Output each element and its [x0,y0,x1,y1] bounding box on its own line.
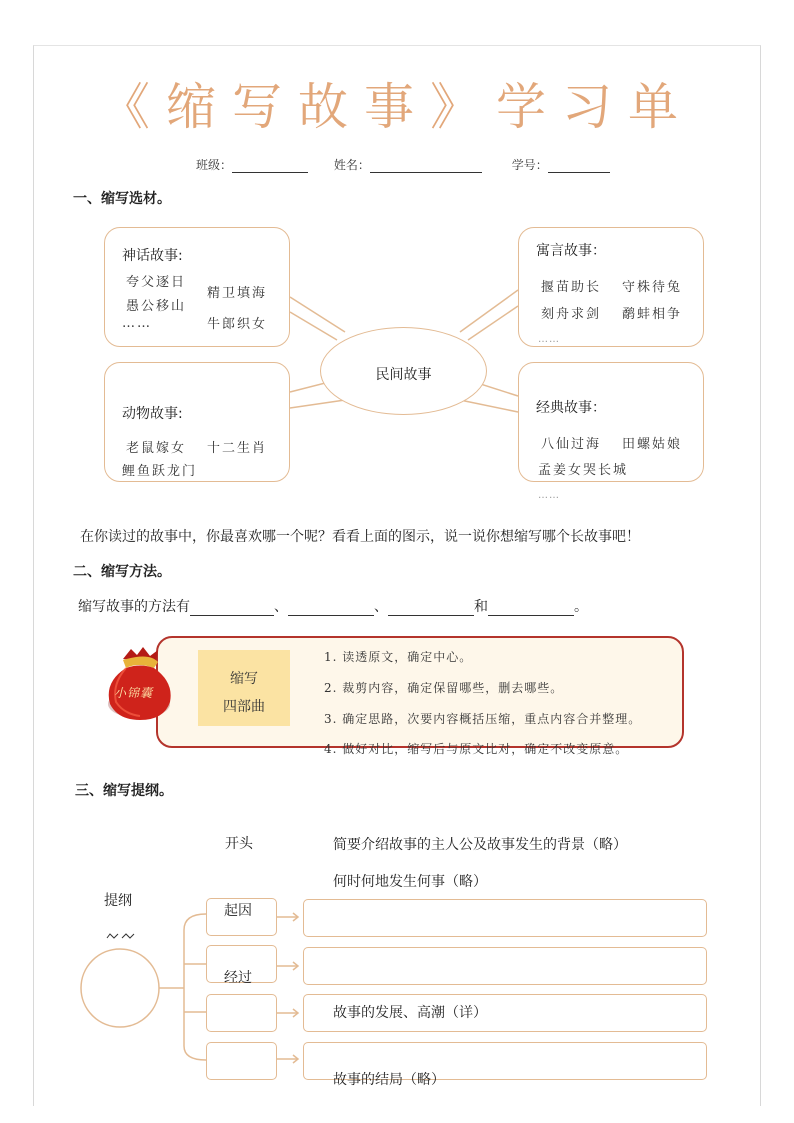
page-title: 《缩写故事》学习单 [100,78,694,136]
method-step: 1. 读透原文，确定中心。 [324,650,473,664]
class-label: 班级： [196,158,233,172]
method-sep-2: 、 [374,599,388,615]
fable-item: 守株待兔 [622,280,683,295]
myth-item: 精卫填海 [207,286,268,301]
fable-item: 刻舟求剑 [541,307,602,322]
animal-item: 十二生肖 [207,441,268,456]
tip-bag-label: 小锦囊 [114,686,154,700]
fable-more: …… [538,334,560,345]
classic-item: 孟姜女哭长城 [538,463,629,478]
myth-item: 愚公移山 [126,299,187,314]
fable-item: 揠苗助长 [541,280,602,295]
myth-item: 牛郎织女 [207,317,268,332]
development-label-box[interactable] [206,994,277,1032]
classic-item: 八仙过海 [541,437,602,452]
method-label-line-2: 四部曲 [223,699,265,715]
start-description: 简要介绍故事的主人公及故事发生的背景（略） [333,837,627,853]
method-sep-1: 、 [274,599,288,615]
center-node-label: 民间故事 [375,367,432,383]
classic-item: 田螺姑娘 [622,437,683,452]
animal-item: 鲤鱼跃龙门 [122,464,198,479]
method-sep-3: 和 [474,599,488,615]
section-3-heading: 三、缩写提纲。 [75,783,173,799]
myth-heading: 神话故事: [122,248,183,264]
development-text: 故事的发展、高潮（详） [333,1005,487,1021]
name-label: 姓名： [333,158,370,172]
classic-more: …… [538,490,560,501]
section-2-heading: 二、缩写方法。 [73,564,171,580]
method-label-line-1: 缩写 [230,671,258,687]
ending-label-box[interactable] [206,1042,277,1080]
method-step: 3. 确定思路，次要内容概括压缩，重点内容合并整理。 [324,712,642,726]
myth-item: …… [122,316,152,331]
section-1-heading: 一、缩写选材。 [73,191,171,207]
cause-hint: 何时何地发生何事（略） [333,874,487,890]
fable-item: 鹬蚌相争 [622,307,683,322]
animal-heading: 动物故事: [122,406,183,422]
myth-item: 夸父逐日 [126,275,187,290]
animal-item: 老鼠嫁女 [126,441,187,456]
cause-answer-box[interactable] [303,899,707,937]
method-step: 4. 做好对比，缩写后与原文比对，确定不改变原意。 [324,742,629,756]
method-sentence-start: 缩写故事的方法有 [78,599,190,615]
id-label: 学号： [511,158,548,172]
process-answer-box[interactable] [303,947,707,985]
method-sentence-end: 。 [574,599,588,615]
method-step: 2. 裁剪内容，确定保留哪些，删去哪些。 [324,681,564,695]
ending-text: 故事的结局（略） [333,1072,445,1088]
fable-heading: 寓言故事： [536,243,606,259]
section-1-prompt: 在你读过的故事中，你最喜欢哪一个呢？看看上面的图示，说一说你想缩写哪个长故事吧！ [80,529,640,545]
outline-label: 提纲 [104,893,132,909]
process-label: 经过 [224,970,252,986]
classic-heading: 经典故事： [536,400,606,416]
start-label: 开头 [225,836,253,852]
cause-label: 起因 [224,903,252,919]
